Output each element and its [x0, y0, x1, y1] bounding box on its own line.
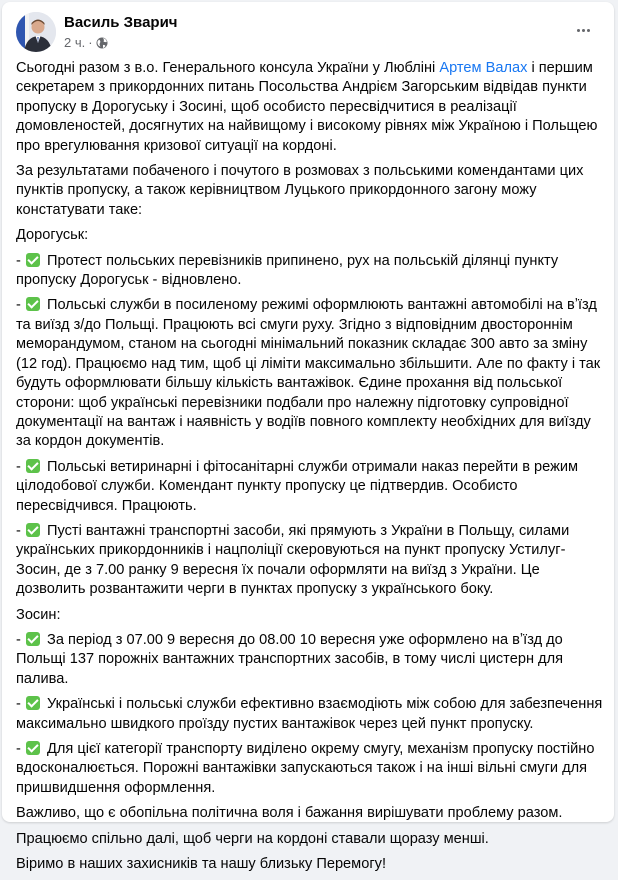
item-text: Протест польських перевізників припинено, рух на польській ділянці пункту пропуску Дорогуськ - відновлено.	[16, 252, 559, 289]
check-mark-icon	[26, 297, 40, 311]
post-header	[16, 12, 600, 52]
closing-paragraph: Віримо в наших захисників та нашу близьку Перемогу!	[16, 856, 386, 873]
item-dash: -	[16, 741, 21, 757]
item-dash: -	[16, 252, 21, 269]
list-item	[16, 252, 606, 291]
section-title-zosin: Зосин:	[16, 606, 61, 623]
check-mark-icon	[26, 632, 40, 646]
item-text: Польські служби в посиленому режимі оформлюють вантажні автомобілі на вʼїзд та виїзд з/до Польщі. Працюють всі смуги руху. Згідно з відповідним двостороннім меморандумом, станом на сьогодні мінімальний показник складає 300 авто за зміну (12 год). Працюємо над тим, щоб ці ліміти максимально збільшити. Але по факту і так будуть оформлювати більшу кількість вантажівок. Єдине прохання від польської сторони: щоб українські перевізники подбали про належну підготовку супровідної документації на вантаж і наявність у водіїв повного комплекту необхідних для виїзду за кордон документів.	[16, 297, 601, 450]
item-text: Для цієї категорії транспорту виділено окрему смугу, механізм пропуску постійно вдосконалюється. Порожні вантажівки запускаються також і на інші вільні смуги для пришвидшення оформлення.	[16, 741, 595, 796]
intro-text: Сьогодні разом з в.о. Генерального консула України у Любліні	[16, 60, 440, 76]
globe-icon[interactable]	[96, 37, 108, 49]
check-mark-icon	[26, 696, 40, 710]
check-mark-icon	[26, 523, 40, 537]
item-text: Українські і польські служби ефективно взаємодіють між собою для забезпечення максимально швидкого проїзду пустих вантажівок через цей пункт пропуску.	[16, 696, 603, 732]
more-options-button[interactable]	[568, 18, 598, 42]
check-mark-icon	[26, 741, 40, 755]
avatar-photo	[16, 12, 56, 52]
list-item	[16, 522, 606, 600]
more-dot	[587, 29, 590, 32]
post-time[interactable]: 2 ч.	[64, 35, 86, 50]
post-card	[2, 2, 614, 873]
closing-paragraph: Важливо, що є обопільна політична воля і бажання вирішувати проблему разом.	[16, 805, 563, 822]
list-item	[16, 695, 606, 734]
results-paragraph: За результатами побаченого і почутого в розмовах з польськими комендантами цих пунктів пропуску, а також керівництвом Луцького прикордонного загону можу констатувати таке:	[16, 163, 584, 218]
check-mark-icon	[26, 253, 40, 267]
closing-paragraph: Працюємо спільно далі, щоб черги на кордоні ставали щоразу менші.	[16, 830, 489, 847]
item-dash: -	[16, 297, 21, 314]
intro-text-2: і першим секретарем з прикордонних питань Посольства Андрієм Загорським відвідав пункти пропуску в Дорогуську і Зосині, щоб особисто пересвідчитися в реалізації домовленостей, досягнутих на найвищому і високому рівнях між Україною і Польщею про врегулювання кризової ситуації на кордоні.	[16, 60, 598, 154]
author-name[interactable]: Василь Зварич	[64, 14, 178, 31]
item-dash: -	[16, 522, 21, 539]
list-item	[16, 458, 606, 516]
list-item	[16, 296, 606, 451]
item-dash: -	[16, 696, 21, 713]
section-title-dorohusk: Дорогуськ:	[16, 227, 89, 244]
item-text: Польські ветиринарні і фітосанітарні служби отримали наказ перейти в режим цілодобової служби. Комендант пункту пропуску це підтвердив. Особисто пересвідчився. Працюють.	[16, 458, 579, 514]
item-dash: -	[16, 631, 21, 648]
post-meta	[64, 35, 108, 50]
list-item	[16, 740, 606, 798]
check-mark-icon	[26, 459, 40, 473]
mention-link[interactable]: Артем Валах	[439, 60, 528, 76]
intro-paragraph	[16, 59, 606, 156]
item-text: Пусті вантажні транспортні засоби, які прямують з України в Польщу, силами українських прикордонників і нацполіції скеровуються на пункт пропуску Устилуг-Зосин, де з 7.00 ранку 9 вересня їх почали оформляти на виїзд з України. Це дозволить розвантажити черги в пунктах пропуску з українського боку.	[16, 522, 570, 598]
more-options-icon	[577, 29, 580, 32]
avatar[interactable]	[16, 12, 56, 52]
list-item	[16, 631, 606, 689]
meta-separator: ·	[88, 35, 93, 50]
item-dash: -	[16, 458, 21, 475]
item-text: За період з 07.00 9 вересня до 08.00 10 вересня уже оформлено на вʼїзд до Польщі 137 порожніх вантажних транспортних засобів, в тому числі цистерн для палива.	[16, 631, 563, 687]
post-body	[16, 59, 606, 880]
more-dot	[582, 29, 585, 32]
